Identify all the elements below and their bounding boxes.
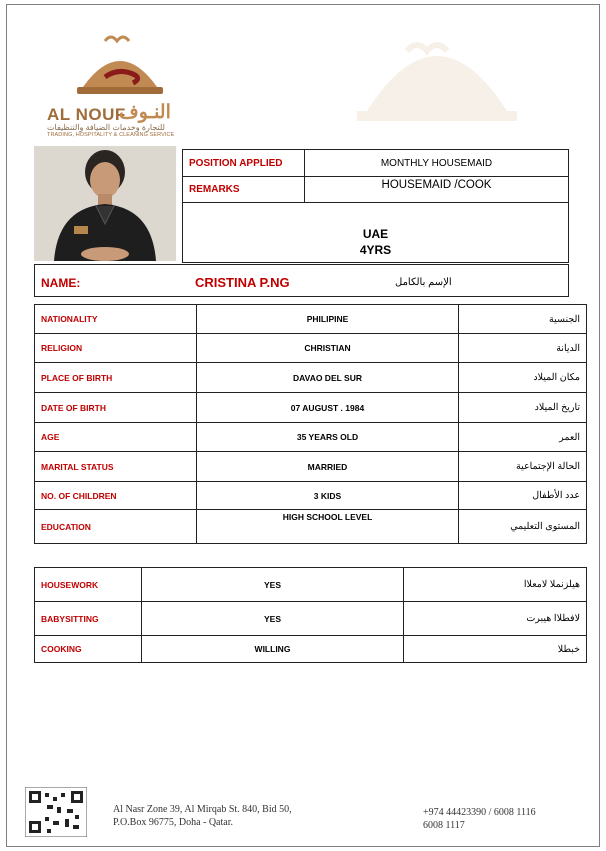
phone-line-2: 6008 1117 xyxy=(423,820,465,831)
skill-label-ar: خبطلا xyxy=(404,636,587,663)
footer-address xyxy=(113,803,292,829)
position-applied-value: MONTHLY HOUSEMAID xyxy=(305,150,569,177)
skill-label-ar: هيلزنملا لامعلاا xyxy=(404,568,587,602)
candidate-photo xyxy=(34,146,176,261)
skill-value: YES xyxy=(142,568,404,602)
detail-label: NATIONALITY xyxy=(35,305,197,334)
detail-label-ar: مكان الميلاد xyxy=(459,363,587,393)
table-row xyxy=(35,423,587,452)
watermark-logo-icon xyxy=(347,11,527,151)
experience-years: 4YRS xyxy=(359,243,392,257)
name-value: CRISTINA P.NG xyxy=(195,275,290,290)
details-table xyxy=(34,304,587,544)
cloche-logo-icon xyxy=(75,31,165,103)
detail-label-ar: الديانة xyxy=(459,334,587,363)
phone-line-1: +974 44423390 / 6008 1116 xyxy=(423,807,536,818)
detail-value: DAVAO DEL SUR xyxy=(197,363,459,393)
position-applied-label: POSITION APPLIED xyxy=(183,150,305,177)
detail-label-ar: الحالة الإجتماعية xyxy=(459,452,587,482)
detail-label: PLACE OF BIRTH xyxy=(35,363,197,393)
detail-label: EDUCATION xyxy=(35,510,197,544)
name-row xyxy=(34,264,569,297)
position-table xyxy=(182,149,569,203)
skill-label: COOKING xyxy=(35,636,142,663)
detail-label: RELIGION xyxy=(35,334,197,363)
detail-label: DATE OF BIRTH xyxy=(35,393,197,423)
detail-value: HIGH SCHOOL LEVEL xyxy=(197,510,459,544)
detail-label: NO. OF CHILDREN xyxy=(35,482,197,510)
skill-value: YES xyxy=(142,602,404,636)
detail-value: MARRIED xyxy=(197,452,459,482)
detail-label-ar: عدد الأطفال xyxy=(459,482,587,510)
table-row xyxy=(35,602,587,636)
name-label-ar: الإسم بالكامل xyxy=(395,277,452,288)
table-row xyxy=(35,363,587,393)
skill-label: HOUSEWORK xyxy=(35,568,142,602)
detail-value: PHILIPINE xyxy=(197,305,459,334)
table-row xyxy=(35,568,587,602)
qr-code-icon xyxy=(25,787,87,837)
footer-phone xyxy=(423,806,573,832)
name-label: NAME: xyxy=(41,276,81,290)
remarks-value: HOUSEMAID /COOK xyxy=(305,177,569,203)
detail-label-ar: الجنسية xyxy=(459,305,587,334)
company-logo xyxy=(47,31,197,143)
biodata-page xyxy=(6,4,600,847)
logo-name-en: AL NOUF xyxy=(47,105,126,124)
detail-label-ar: المستوى التعليمي xyxy=(459,510,587,544)
detail-value: 07 AUGUST . 1984 xyxy=(197,393,459,423)
experience-country: UAE xyxy=(362,227,389,241)
logo-subtitle-ar: للتجارة وخدمات الضيافة والتنظيفات xyxy=(47,123,165,132)
address-line-2: P.O.Box 96775, Doha - Qatar. xyxy=(113,817,233,828)
table-row xyxy=(35,334,587,363)
detail-label-ar: العمر xyxy=(459,423,587,452)
table-row xyxy=(35,482,587,510)
detail-value: CHRISTIAN xyxy=(197,334,459,363)
detail-value: 35 YEARS OLD xyxy=(197,423,459,452)
experience-box xyxy=(182,202,569,263)
detail-label-ar: تاريخ الميلاد xyxy=(459,393,587,423)
skill-label-ar: لافطلاا هيبرت xyxy=(404,602,587,636)
skill-label: BABYSITTING xyxy=(35,602,142,636)
skill-value: WILLING xyxy=(142,636,404,663)
address-line-1: Al Nasr Zone 39, Al Mirqab St. 840, Bid 50, xyxy=(113,804,292,815)
remarks-label: REMARKS xyxy=(183,177,305,203)
table-row xyxy=(35,452,587,482)
table-row xyxy=(35,393,587,423)
table-row xyxy=(35,636,587,663)
logo-subtitle-en: TRADING, HOSPITALITY & CLEANING SERVICE xyxy=(47,132,175,138)
table-row xyxy=(35,510,587,544)
logo-name-ar: النـوف xyxy=(119,102,171,123)
detail-label: MARITAL STATUS xyxy=(35,452,197,482)
detail-label: AGE xyxy=(35,423,197,452)
skills-table xyxy=(34,567,587,663)
table-row xyxy=(35,305,587,334)
detail-value: 3 KIDS xyxy=(197,482,459,510)
